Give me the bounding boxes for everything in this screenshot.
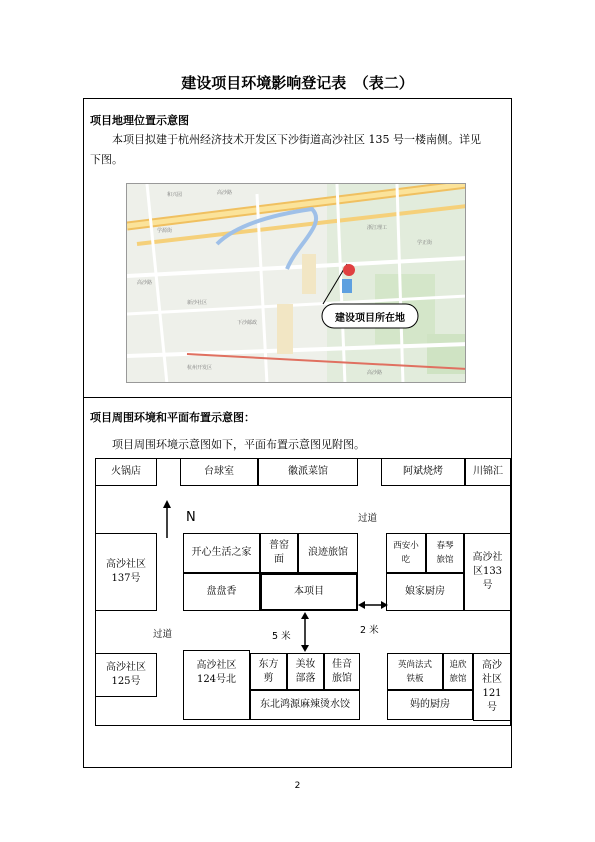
plan-yingshang: 英尚法式铁板 bbox=[387, 653, 443, 690]
plan-block-125: 高沙社区125号 bbox=[95, 653, 157, 697]
plan-huipai: 徽派菜馆 bbox=[258, 458, 358, 486]
plan-niangjia: 娘家厨房 bbox=[386, 573, 464, 611]
section2-heading: 项目周围环境和平面布置示意图： bbox=[90, 411, 255, 424]
section2-text: 项目周围环境示意图如下，平面布置示意图见附图。 bbox=[112, 438, 365, 451]
svg-text:杭州开发区: 杭州开发区 bbox=[187, 365, 213, 371]
plan-hotpot: 火锅店 bbox=[95, 458, 157, 486]
svg-text:高沙路: 高沙路 bbox=[217, 190, 233, 196]
svg-text:高沙路: 高沙路 bbox=[137, 280, 153, 286]
plan-block-124: 高沙社区124号北 bbox=[183, 650, 250, 720]
page-title: 建设项目环境影响登记表 （表二） bbox=[181, 74, 414, 92]
plan-block-121: 高沙社区121号 bbox=[473, 653, 511, 721]
plan-xian: 西安小吃 bbox=[386, 533, 426, 573]
north-label: N bbox=[186, 510, 196, 525]
plan-kaixin: 开心生活之家 bbox=[183, 533, 260, 573]
section1-heading: 项目地理位置示意图 bbox=[90, 114, 189, 127]
road-label-top: 过道 bbox=[358, 513, 378, 524]
plan-meizhuang: 美妆部落 bbox=[287, 653, 324, 690]
svg-text:浙江理工: 浙江理工 bbox=[367, 225, 388, 231]
plan-dongbei: 东北鸿源麻辣烫水饺 bbox=[250, 690, 360, 720]
svg-text:下沙邮政: 下沙邮政 bbox=[237, 320, 258, 326]
svg-text:和兴园: 和兴园 bbox=[167, 192, 183, 198]
svg-text:高沙路: 高沙路 bbox=[367, 370, 383, 376]
distance-2m: 2 米 bbox=[360, 625, 379, 636]
plan-langji: 浪迹旅馆 bbox=[298, 533, 358, 573]
plan-chuanjin: 川锦汇 bbox=[465, 458, 511, 486]
plan-zhuixin: 追欣旅馆 bbox=[443, 653, 473, 690]
plan-mama: 妈的厨房 bbox=[387, 690, 473, 720]
svg-text:学源街: 学源街 bbox=[157, 228, 173, 234]
section1-text-line1: 本项目拟建于杭州经济技术开发区下沙街道高沙社区 135 号一楼南侧。详见 bbox=[112, 133, 481, 146]
plan-block-133: 高沙社区133号 bbox=[464, 533, 511, 611]
distance-arrow-vertical-icon bbox=[298, 612, 312, 652]
svg-text:新沙社区: 新沙社区 bbox=[187, 300, 208, 306]
plan-dongfang: 东方剪 bbox=[250, 653, 287, 690]
plan-billiards: 台球室 bbox=[180, 458, 258, 486]
page-number: 2 bbox=[294, 781, 301, 791]
plan-pumian: 普窑面 bbox=[260, 533, 298, 573]
plan-panpanxiang: 盘盘香 bbox=[183, 573, 260, 611]
map-callout: 建设项目所在地 bbox=[335, 313, 405, 324]
plan-jiayin: 佳音旅馆 bbox=[324, 653, 360, 690]
plan-project: 本项目 bbox=[260, 573, 358, 611]
plan-abin: 阿斌烧烤 bbox=[381, 458, 465, 486]
distance-arrow-horizontal-icon bbox=[358, 598, 388, 612]
road-label-left: 过道 bbox=[153, 629, 173, 640]
north-arrow-icon bbox=[160, 500, 174, 540]
plan-chunqin: 春琴旅馆 bbox=[426, 533, 464, 573]
plan-block-137: 高沙社区137号 bbox=[95, 533, 157, 611]
svg-text:学正街: 学正街 bbox=[417, 240, 433, 246]
section1-text-line2: 下图。 bbox=[90, 153, 123, 166]
distance-5m: 5 米 bbox=[272, 631, 291, 642]
